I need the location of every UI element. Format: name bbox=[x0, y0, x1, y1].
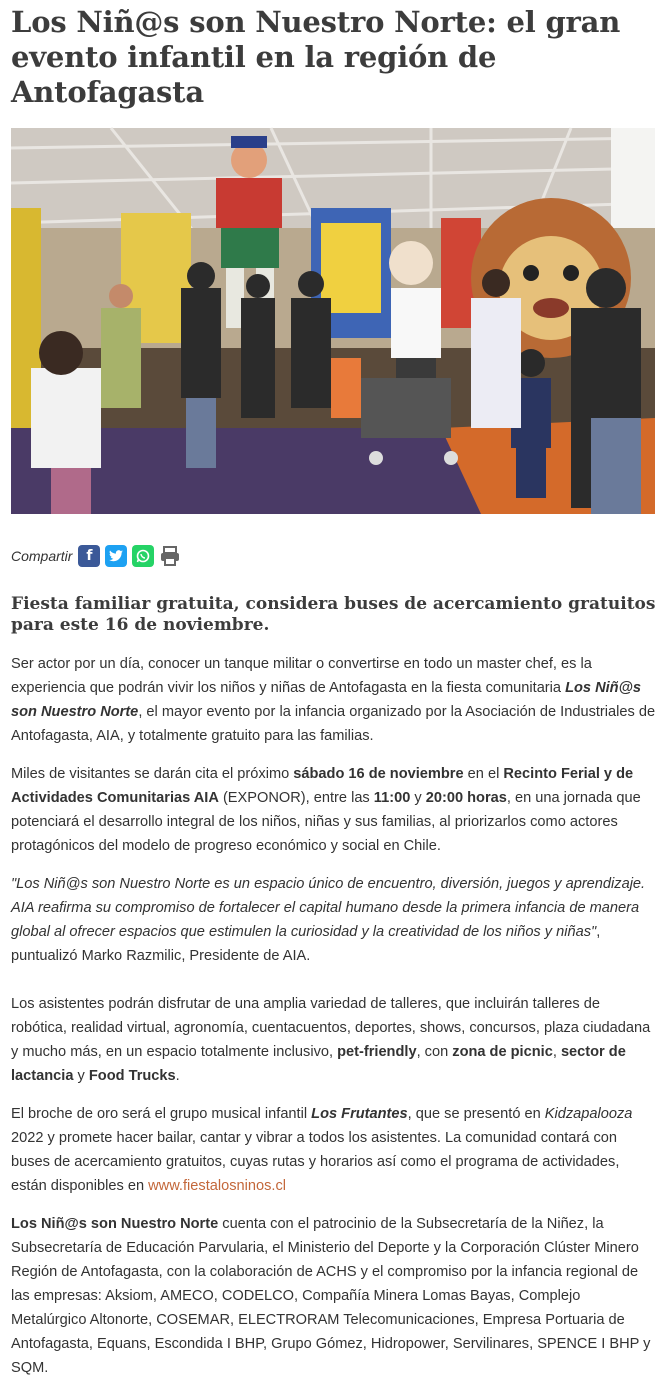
event-website-link[interactable]: www.fiestalosninos.cl bbox=[148, 1178, 287, 1194]
article-subtitle: Fiesta familiar gratuita, considera buses de acercamiento gratuitos para este 16 de noviembre. bbox=[11, 594, 656, 635]
paragraph-6: Los Niñ@s son Nuestro Norte cuenta con el patrocinio de la Subsecretaría de la Niñez, la Subsecretaría de Educación Parvularia, el Ministerio del Deporte y la Corporación Clúster Minero Región de Antofagasta, con la colaboración de ACHS y el compromiso por la infancia regional de las empresas: Aksiom, AMECO, CODELCO, Compañía Minera Lomas Bayas, Complejo Metalúrgico Altonorte, COSEMAR, ELECTRORAM Telecomunicaciones, Empresa Portuaria de Antofagasta, Equans, Escondida I BHP, Grupo Gómez, Hidropower, Servilinares, SPENCE I BHP y SQM. bbox=[11, 1216, 651, 1376]
paragraph-5: El broche de oro será el grupo musical infantil Los Frutantes, que se presentó en Kidzapalooza 2022 y promete hacer bailar, cantar y vibrar a todos los asistentes. La comunidad contará con buses de acercamiento gratuitos, cuyas rutas y horarios así como el programa de actividades, están disponibles en www.fiestalosninos.cl bbox=[11, 1106, 633, 1194]
paragraph-3-quote: "Los Niñ@s son Nuestro Norte es un espacio único de encuentro, diversión, juegos y aprendizaje. AIA reafirma su compromiso de fortalecer el capital humano desde la primera infancia de manera global al ofrecer espacios que estimulen la curiosidad y la creatividad de los niños y niñas", puntualizó Marko Razmilic, Presidente de AIA. bbox=[11, 876, 646, 964]
hero-image bbox=[11, 128, 655, 514]
twitter-icon[interactable] bbox=[105, 545, 127, 567]
page-title: Los Niñ@s son Nuestro Norte: el gran evento infantil en la región de Antofagasta bbox=[11, 5, 621, 109]
share-bar bbox=[11, 542, 657, 570]
paragraph-4: Los asistentes podrán disfrutar de una amplia variedad de talleres, que incluirán talleres de robótica, realidad virtual, agronomía, cuentacuentos, deportes, shows, concursos, plaza ciudadana y mucho más, en un espacio totalmente inclusivo, pet-friendly, con zona de picnic, sector de lactancia y Food Trucks. bbox=[11, 996, 651, 1084]
share-label: Compartir bbox=[11, 548, 73, 564]
print-icon[interactable] bbox=[159, 545, 181, 567]
paragraph-2: Miles de visitantes se darán cita el próximo sábado 16 de noviembre en el Recinto Ferial y de Actividades Comunitarias AIA (EXPONOR), entre las 11:00 y 20:00 horas, en una jornada que potenciará el desarrollo integral de los niños, niñas y sus familias, al priorizarlos como actores protagónicos del modelo de progreso económico y social en Chile. bbox=[11, 766, 641, 854]
whatsapp-icon[interactable] bbox=[132, 545, 154, 567]
facebook-icon[interactable]: f bbox=[78, 545, 100, 567]
event-photo bbox=[11, 128, 655, 514]
article bbox=[0, 5, 668, 1380]
paragraph-1: Ser actor por un día, conocer un tanque militar o convertirse en todo un master chef, es la experiencia que podrán vivir los niños y niñas de Antofagasta en la fiesta comunitaria Los Niñ@s son Nuestro Norte, el mayor evento por la infancia organizado por la Asociación de Industriales de Antofagasta, AIA, y totalmente gratuito para las familias. bbox=[11, 656, 656, 744]
